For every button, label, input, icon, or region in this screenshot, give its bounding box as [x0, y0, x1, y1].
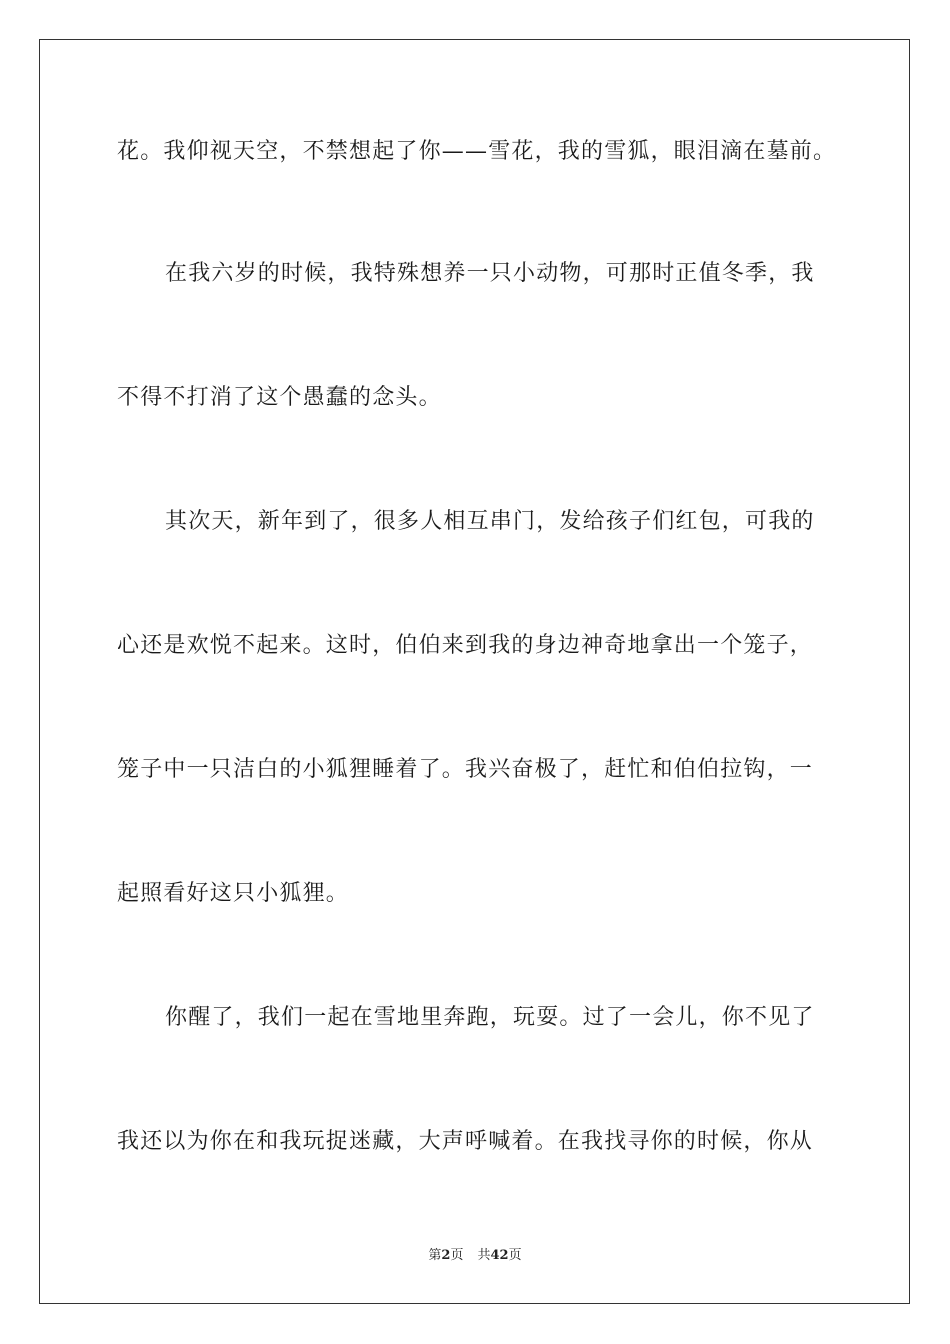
paragraph-first-line: 其次天，新年到了，很多人相互串门，发给孩子们红包，可我的: [165, 509, 815, 534]
text-line: 心还是欢悦不起来。这时，伯伯来到我的身边神奇地拿出一个笼子，: [117, 633, 814, 658]
total-pages: 42: [490, 1248, 509, 1263]
paragraph-first-line: 在我六岁的时候，我特殊想养一只小动物，可那时正值冬季，我: [165, 261, 815, 286]
paragraph-first-line: 你醒了，我们一起在雪地里奔跑，玩耍。过了一会儿，你不见了: [165, 1005, 815, 1030]
text-line: 起照看好这只小狐狸。: [117, 881, 350, 906]
page-border: [39, 39, 910, 1304]
page-footer: [0, 1247, 950, 1265]
page-number: 2: [441, 1248, 451, 1263]
page-prefix: 第: [428, 1248, 442, 1263]
text-line: 花。我仰视天空，不禁想起了你——雪花，我的雪狐，眼泪滴在墓前。: [117, 139, 837, 164]
text-line: 不得不打消了这个愚蠢的念头。: [117, 385, 442, 410]
text-line: 我还以为你在和我玩捉迷藏，大声呼喊着。在我找寻你的时候，你从: [117, 1129, 814, 1154]
total-suffix: 页: [508, 1248, 522, 1263]
text-line: 笼子中一只洁白的小狐狸睡着了。我兴奋极了，赶忙和伯伯拉钩，一: [117, 757, 814, 782]
total-prefix: 共: [477, 1248, 491, 1263]
page-suffix: 页: [450, 1248, 464, 1263]
